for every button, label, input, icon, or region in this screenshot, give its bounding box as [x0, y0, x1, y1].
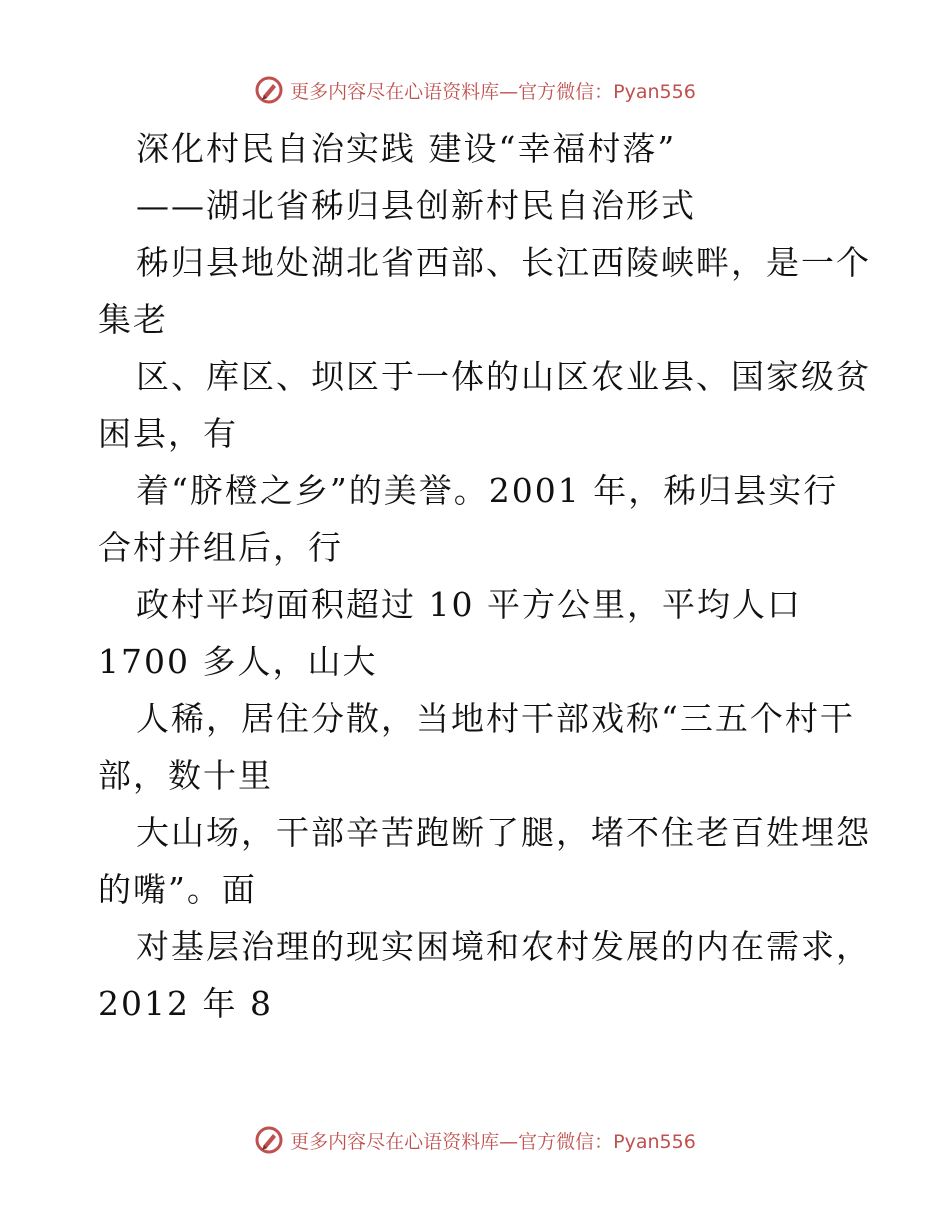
paragraph-line: 的嘴”。面: [98, 870, 257, 909]
header-banner: [0, 70, 950, 110]
paragraph-line: 集老: [98, 300, 168, 339]
pen-seal-icon: [254, 1125, 284, 1155]
header-banner-text: 更多内容尽在心语资料库—官方微信：Pyan556: [290, 80, 696, 103]
paragraph-line: 人稀，居住分散，当地村干部戏称“三五个村干: [136, 699, 855, 738]
doc-subtitle: ——湖北省秭归县创新村民自治形式: [136, 186, 696, 225]
paragraph-line: 对基层治理的现实困境和农村发展的内在需求，: [136, 927, 871, 966]
footer-banner: [0, 1120, 950, 1160]
paragraph-line: 区、库区、坝区于一体的山区农业县、国家级贫: [136, 357, 871, 396]
paragraph-line: 困县，有: [98, 414, 238, 453]
paragraph-line: 大山场，干部辛苦跑断了腿，堵不住老百姓埋怨: [136, 813, 871, 852]
paragraph-line: 政村平均面积超过 10 平方公里，平均人口: [136, 585, 802, 624]
paragraph-line: 部，数十里: [98, 756, 273, 795]
paragraph-line: 着“脐橙之乡”的美誉。2001 年，秭归县实行: [136, 471, 839, 510]
document-body: [98, 120, 871, 1032]
doc-title: 深化村民自治实践 建设“幸福村落”: [136, 129, 677, 168]
paragraph-line: 秭归县地处湖北省西部、长江西陵峡畔，是一个: [136, 243, 871, 282]
paragraph-line: 合村并组后，行: [98, 528, 343, 567]
paragraph-line: 1700 多人，山大: [98, 642, 378, 681]
paragraph-line: 2012 年 8: [98, 984, 273, 1023]
pen-seal-icon: [254, 75, 284, 105]
footer-banner-text: 更多内容尽在心语资料库—官方微信：Pyan556: [290, 1130, 696, 1153]
